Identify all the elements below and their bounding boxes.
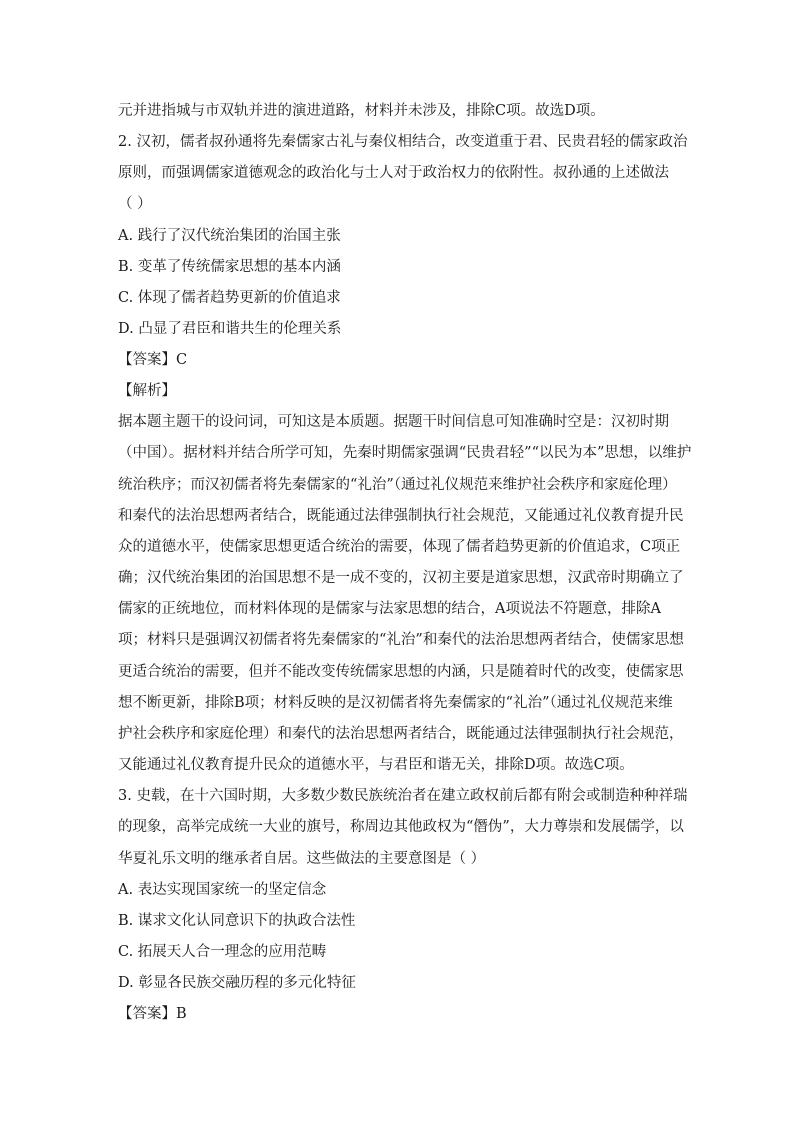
analysis-text: 更适合统治的需要，但并不能改变传统儒家思想的内涵，只是随着时代的改变，使儒家思 — [118, 664, 684, 680]
answer-label: 【答案】B — [118, 1006, 187, 1022]
analysis-heading: 【解析】 — [118, 383, 176, 399]
question-3-stem: 华夏礼乐文明的继承者自居。这些做法的主要意图是（ ） — [118, 851, 486, 867]
analysis-text: 想不断更新，排除B项；材料反映的是汉初儒者将先秦儒家的“礼治”（通过礼仪规范来维 — [118, 695, 673, 711]
analysis-text: 众的道德水平，使儒家思想更适合统治的需要，体现了儒者趋势更新的价值追求，C项正 — [118, 539, 681, 555]
analysis-text: 据本题主题干的设问词，可知这是本质题。据题干时间信息可知准确时空是：汉初时期 — [118, 414, 669, 430]
option-d: D. 彰显各民族交融历程的多元化特征 — [118, 975, 356, 991]
question-3-stem: 3. 史载，在十六国时期，大多数少数民族统治者在建立政权前后都有附会或制造种种祥瑞 — [118, 788, 688, 804]
option-a: A. 践行了汉代统治集团的治国主张 — [118, 228, 341, 244]
question-2-stem: 2. 汉初，儒者叔孙通将先秦儒家古礼与秦仪相结合，改变道重于君、民贵君轻的儒家政治 — [118, 134, 688, 150]
option-b: B. 谋求文化认同意识下的执政合法性 — [118, 913, 356, 929]
option-a: A. 表达实现国家统一的坚定信念 — [118, 882, 327, 898]
analysis-text: （中国）。据材料并结合所学可知，先秦时期儒家强调“民贵君轻”“以民为本”思想，以维护 — [118, 445, 692, 461]
option-c: C. 体现了儒者趋势更新的价值追求 — [118, 290, 341, 306]
question-3-stem: 的现象，高举完成统一大业的旗号，称周边其他政权为“僭伪”，大力尊崇和发展儒学，以 — [118, 819, 684, 835]
analysis-text: 儒家的正统地位，而材料体现的是儒家与法家思想的结合，A项说法不符题意，排除A — [118, 601, 661, 617]
question-2-stem: 原则，而强调儒家道德观念的政治化与士人对于政治权力的依附性。叔孙通的上述做法 — [118, 165, 669, 181]
option-c: C. 拓展天人合一理念的应用范畴 — [118, 944, 327, 960]
analysis-text: 确；汉代统治集团的治国思想不是一成不变的，汉初主要是道家思想，汉武帝时期确立了 — [118, 570, 684, 586]
analysis-text: 项；材料只是强调汉初儒者将先秦儒家的“礼治”和秦代的法治思想两者结合，使儒家思想 — [118, 632, 684, 648]
option-d: D. 凸显了君臣和谐共生的伦理关系 — [118, 321, 342, 337]
text-line: 元并进指城与市双轨并进的演进道路，材料并未涉及，排除C项。故选D项。 — [118, 103, 605, 119]
analysis-text: 护社会秩序和家庭伦理）和秦代的法治思想两者结合，既能通过法律强制执行社会规范， — [118, 726, 684, 742]
analysis-text: 和秦代的法治思想两者结合，既能通过法律强制执行社会规范，又能通过礼仪教育提升民 — [118, 508, 684, 524]
analysis-text: 又能通过礼仪教育提升民众的道德水平，与君臣和谐无关，排除D项。故选C项。 — [118, 757, 634, 773]
analysis-text: 统治秩序；而汉初儒者将先秦儒家的“礼治”（通过礼仪规范来维护社会秩序和家庭伦理） — [118, 477, 677, 493]
option-b: B. 变革了传统儒家思想的基本内涵 — [118, 259, 341, 275]
answer-label: 【答案】C — [118, 352, 188, 368]
question-2-blank: （ ） — [118, 196, 152, 212]
